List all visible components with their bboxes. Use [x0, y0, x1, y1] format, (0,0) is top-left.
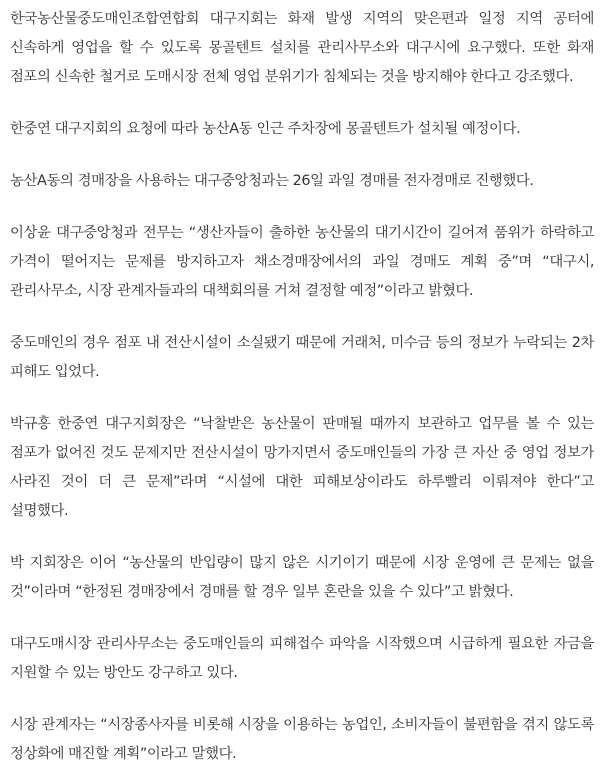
paragraph: 중도매인의 경우 점포 내 전산시설이 소실됐기 때문에 거래처, 미수금 등의 정보가 누락되는 2차 피해도 입었다. — [10, 335, 594, 380]
paragraph: 농산A동의 경매장을 사용하는 대구중앙청과는 26일 과일 경매를 전자경매로 진행했다. — [10, 173, 534, 189]
paragraph: 한국농산물중도매인조합연합회 대구지회는 화재 발생 지역의 맞은편과 일정 지역 공터에 신속하게 영업을 할 수 있도록 몽골텐트 설치를 관리사무소와 대구시에 요구했다. 또한 화재 점포의 신속한 철거로 도매시장 전체 영업 분위기가 침체되는 것을 방지해야 한다고 강조했다. — [10, 11, 594, 85]
article-body — [10, 5, 594, 769]
paragraph: 박 지회장은 이어 “농산물의 반입량이 많지 않은 시기이기 때문에 시장 운영에 큰 문제는 없을 것”이라며 “한정된 경매장에서 경매를 할 경우 일부 혼란을 있을 수 있다”고 밝혔다. — [10, 555, 594, 600]
paragraph: 이상윤 대구중앙청과 전무는 “생산자들이 출하한 농산물의 대기시간이 길어져 품위가 하락하고 가격이 떨어지는 문제를 방지하고자 채소경매장에서의 과일 경매도 계획 중”며 “대구시, 관리사무소, 시장 관계자들과의 대책회의를 거쳐 결정할 예정”이라고 밝혔다. — [10, 225, 594, 299]
paragraph: 한중연 대구지회의 요청에 따라 농산A동 인근 주차장에 몽골텐트가 설치될 예정이다. — [10, 121, 521, 137]
paragraph: 대구도매시장 관리사무소는 중도매인들의 피해접수 파악을 시작했으며 시급하게 필요한 자금을 지원할 수 있는 방안도 강구하고 있다. — [10, 636, 594, 681]
paragraph: 시장 관계자는 “시장종사자를 비롯해 시장을 이용하는 농업인, 소비자들이 불편함을 겪지 않도록 정상화에 매진할 계획”이라고 말했다. — [10, 717, 594, 762]
paragraph: 박규홍 한중연 대구지회장은 “낙찰받은 농산물이 판매될 때까지 보관하고 업무를 볼 수 있는 점포가 없어진 것도 문제지만 전산시설이 망가지면서 중도매인들의 가장 큰 자산 중 영업 정보가 사라진 것이 더 큰 문제”라며 “시설에 대한 피해보상이라도 하루빨리 이뤄져야 한다”고 설명했다. — [10, 416, 594, 519]
